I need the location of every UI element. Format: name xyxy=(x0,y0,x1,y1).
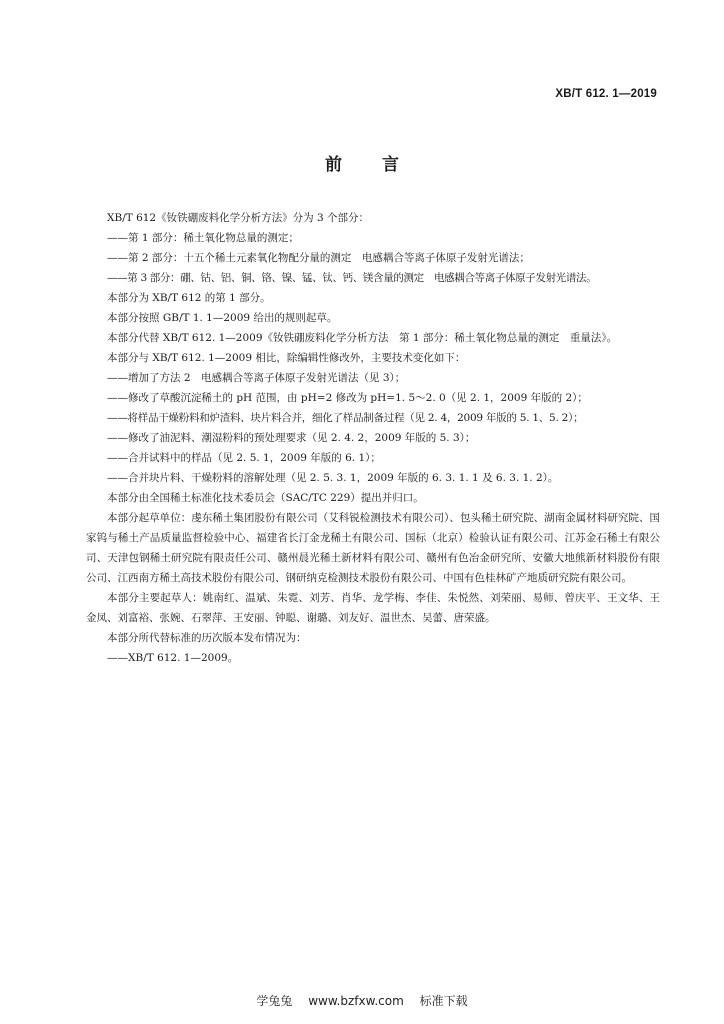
watermark-footer xyxy=(0,992,724,1009)
site-name: 学兔兔 xyxy=(256,994,293,1008)
replacement-statement: 本部分代替 XB/T 612. 1—2009《钕铁硼废料化学分析方法 第 1 部分：稀土氧化物总量的测定 重量法》。 xyxy=(107,332,618,344)
history-intro: 本部分所代替标准的历次版本发布情况为： xyxy=(107,632,307,644)
change-item: ——将样品干燥粉料和炉渣料、块片料合并，细化了样品制备过程（见 2. 4，2009 年版的 5. 1、5. 2）； xyxy=(107,412,584,424)
part-list-item: ——第 1 部分：稀土氧化物总量的测定； xyxy=(107,232,299,244)
site-url: www.bzfxw.com xyxy=(308,994,404,1008)
document-body xyxy=(86,208,660,668)
changes-intro: 本部分与 XB/T 612. 1—2009 相比，除编辑性修改外，主要技术变化如下： xyxy=(107,352,466,364)
change-item: ——合并块片料、干燥粉料的溶解处理（见 2. 5. 3. 1，2009 年版的 6. 3. 1. 1 及 6. 3. 1. 2）。 xyxy=(107,472,559,484)
standard-code: XB/T 612. 1—2019 xyxy=(555,88,657,100)
part-list-item: ——第 2 部分：十五个稀土元素氧化物配分量的测定 电感耦合等离子体原子发射光谱法； xyxy=(107,252,530,264)
title-char-2: 言 xyxy=(382,155,399,175)
page-title xyxy=(0,150,724,175)
title-char-1: 前 xyxy=(325,155,342,175)
change-item: ——修改了草酸沉淀稀土的 pH 范围，由 pH=2 修改为 pH=1. 5～2. 0（见 2. 1，2009 年版的 2）； xyxy=(107,392,588,404)
part-statement: 本部分为 XB/T 612 的第 1 部分。 xyxy=(107,292,271,304)
change-item: ——增加了方法 2 电感耦合等离子体原子发射光谱法（见 3）； xyxy=(107,372,406,384)
part-list-item: ——第 3 部分：硼、钴、铝、铜、铬、镍、锰、钛、钙、镁含量的测定 电感耦合等离子体原子发射光谱法。 xyxy=(107,272,597,284)
main-drafters: 本部分主要起草人：姚南红、温斌、朱霓、刘芳、肖华、龙学梅、李佳、朱悦然、刘荣丽、易师、曾庆平、王文华、王金凤、刘富裕、张婉、石翠萍、王安丽、钟聪、谢璐、刘友好、温世杰、吴蕾、唐荣盛。 xyxy=(86,592,660,624)
site-slogan: 标准下载 xyxy=(419,994,468,1008)
history-item: ——XB/T 612. 1—2009。 xyxy=(107,652,239,664)
change-item: ——修改了油泥料、潮湿粉料的预处理要求（见 2. 4. 2，2009 年版的 5. 3）； xyxy=(107,432,476,444)
intro-paragraph: XB/T 612《钕铁硼废料化学分析方法》分为 3 个部分： xyxy=(107,212,369,224)
change-item: ——合并试料中的样品（见 2. 5. 1，2009 年版的 6. 1）； xyxy=(107,452,381,464)
committee-statement: 本部分由全国稀土标准化技术委员会（SAC/TC 229）提出并归口。 xyxy=(107,492,424,504)
drafting-rule-statement: 本部分按照 GB/T 1. 1—2009 给出的规则起草。 xyxy=(107,312,338,324)
drafting-units: 本部分起草单位：虔东稀土集团股份有限公司（艾科锐检测技术有限公司）、包头稀土研究院、湖南金属材料研究院、国家钨与稀土产品质量监督检验中心、福建省长汀金龙稀土有限公司、国标（北京）检验认证有限公司、江苏金石稀土有限公司、天津包钢稀土研究院有限责任公司、赣州晨光稀土新材料有限公司、赣州有色冶金研究所、安徽大地熊新材料股份有限公司、江西南方稀土高技术股份有限公司、钢研纳克检测技术股份有限公司、中国有色桂林矿产地质研究院有限公司。 xyxy=(86,512,660,584)
